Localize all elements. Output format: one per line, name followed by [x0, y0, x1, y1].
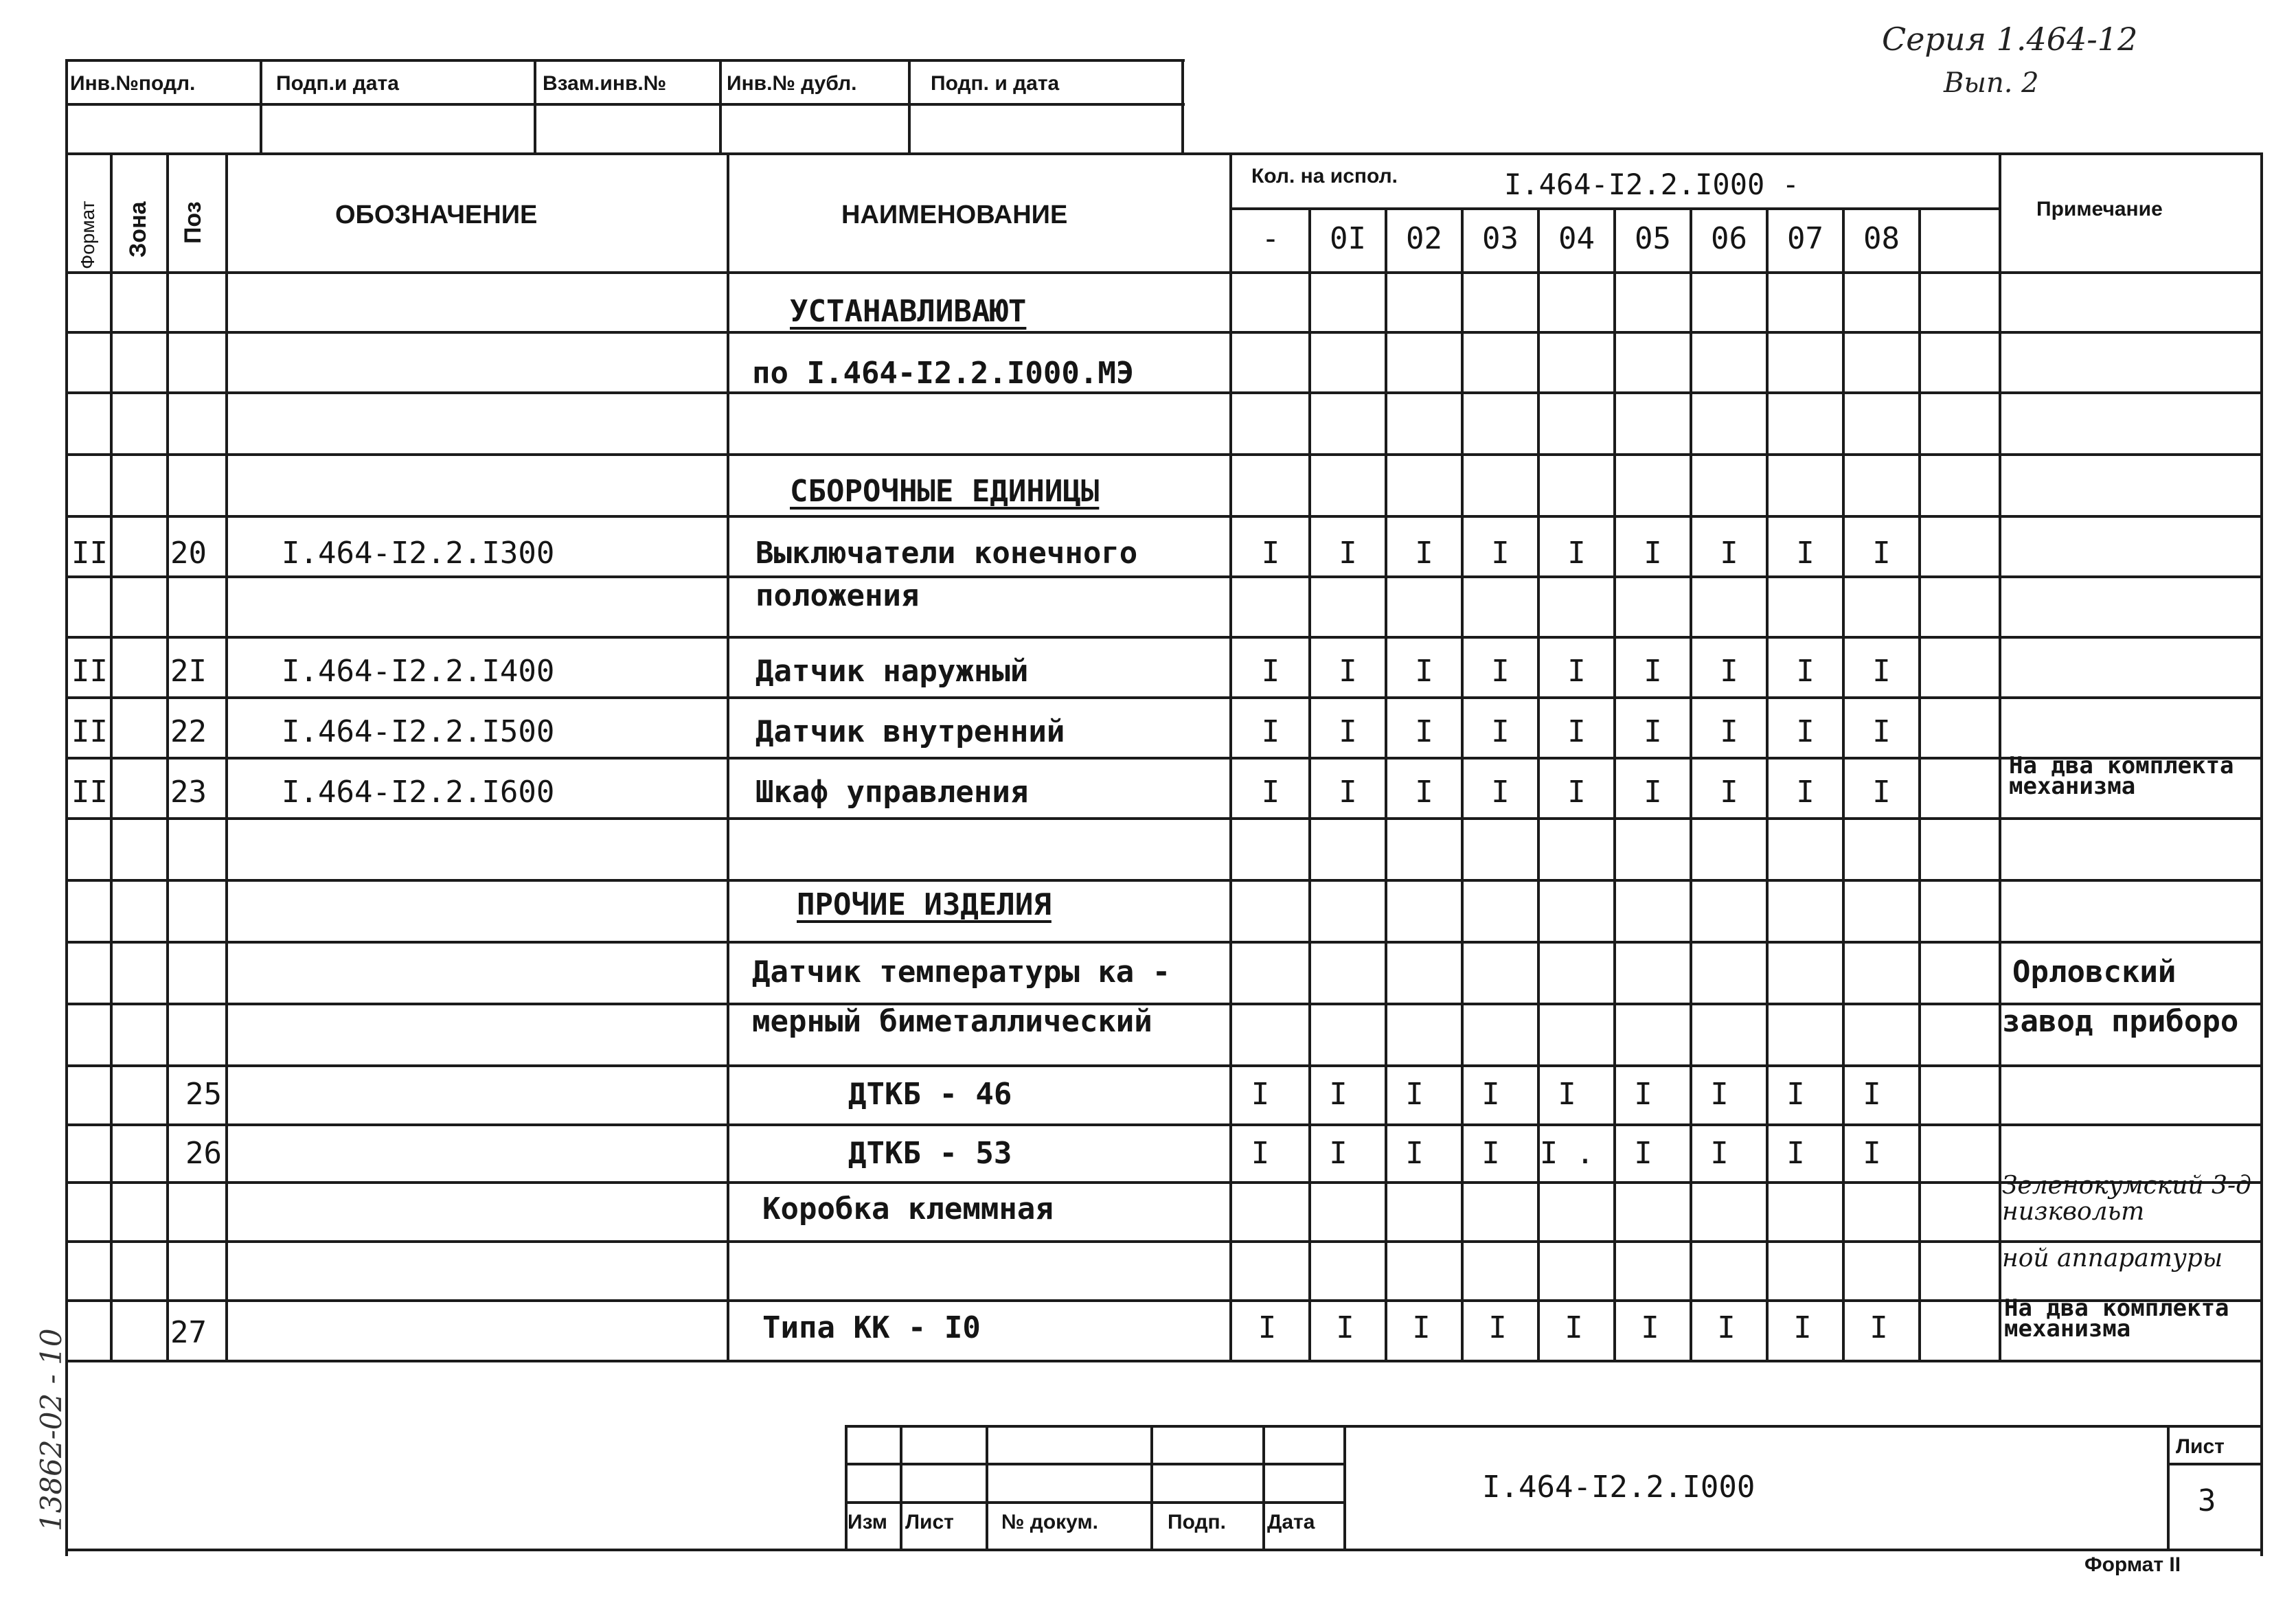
qty-cell: I: [1405, 1136, 1424, 1171]
qty-cell: I: [1339, 775, 1357, 810]
variant-header: -: [1261, 221, 1280, 256]
qty-cell: I: [1720, 536, 1738, 571]
row-name: мерный биметаллический: [752, 1004, 1152, 1039]
header-format: Формат: [77, 201, 98, 269]
stamp-replace-label: Взам.инв.№: [543, 72, 667, 95]
row-note: завод приборо: [2002, 1004, 2239, 1039]
qty-cell: I: [1339, 714, 1357, 749]
row-format: II: [71, 536, 108, 571]
row-name: Шкаф управления: [755, 775, 1029, 810]
row-pos: 2I: [170, 654, 207, 689]
qty-cell: I: [1336, 1310, 1354, 1345]
row-name: Датчик наружный: [755, 654, 1029, 689]
qty-cell: I: [1863, 1136, 1881, 1171]
qty-cell: I: [1641, 1310, 1659, 1345]
qty-cell: I: [1634, 1077, 1652, 1112]
qty-cell: I: [1567, 654, 1586, 689]
series-issue: Вып. 2: [1944, 67, 2039, 99]
variant-header: 05: [1635, 221, 1671, 256]
row-pos: 23: [170, 775, 207, 810]
qty-cell: I: [1567, 775, 1586, 810]
tb-sign: Подп.: [1168, 1511, 1226, 1533]
qty-cell: I: [1491, 536, 1510, 571]
row-designation: I.464-I2.2.I400: [282, 654, 555, 689]
qty-cell: I: [1872, 714, 1891, 749]
qty-cell: I: [1796, 536, 1815, 571]
qty-cell: I: [1720, 654, 1738, 689]
qty-cell: I: [1415, 536, 1433, 571]
row-note: ной аппаратуры: [2002, 1244, 2223, 1272]
tb-doc-no: № докум.: [1001, 1511, 1098, 1533]
row-format: II: [71, 775, 108, 810]
row-name: Датчик внутренний: [755, 714, 1065, 749]
row-pos: 22: [170, 714, 207, 749]
row-designation: I.464-I2.2.I300: [282, 536, 555, 571]
qty-cell: I: [1491, 654, 1510, 689]
header-name: НАИМЕНОВАНИЕ: [841, 201, 1068, 229]
qty-cell: I: [1481, 1077, 1500, 1112]
qty-cell: I: [1634, 1136, 1652, 1171]
qty-cell: I: [1258, 1310, 1277, 1345]
row-name: Датчик температуры ка -: [752, 955, 1171, 990]
qty-cell: I: [1251, 1136, 1270, 1171]
variant-header: 08: [1863, 221, 1900, 256]
qty-cell: I: [1261, 536, 1280, 571]
row-designation: I.464-I2.2.I500: [282, 714, 555, 749]
qty-cell: I: [1872, 775, 1891, 810]
header-zone: Зона: [125, 201, 151, 258]
row-pos: 26: [185, 1136, 222, 1171]
qty-cell: I: [1415, 775, 1433, 810]
row-format: II: [71, 654, 108, 689]
row-name: по I.464-I2.2.I000.МЭ: [752, 356, 1135, 391]
qty-cell: I: [1717, 1310, 1736, 1345]
qty-cell: I: [1339, 536, 1357, 571]
qty-cell: I: [1567, 536, 1586, 571]
row-format: II: [71, 714, 108, 749]
qty-cell: I: [1251, 1077, 1270, 1112]
variant-header: 07: [1787, 221, 1823, 256]
qty-cell: I: [1481, 1136, 1500, 1171]
side-stamp: 13862-02 - 10: [34, 1328, 68, 1531]
row-pos: 20: [170, 536, 207, 571]
row-name: положения: [755, 578, 920, 613]
section-heading: ПРОЧИЕ ИЗДЕЛИЯ: [797, 887, 1052, 922]
qty-cell: I: [1412, 1310, 1431, 1345]
variant-header: 06: [1711, 221, 1747, 256]
stamp-sign-label: Подп.и дата: [276, 72, 399, 95]
header-qty-doc: I.464-I2.2.I000 -: [1504, 168, 1799, 201]
qty-cell: I: [1329, 1136, 1348, 1171]
qty-cell: I: [1261, 714, 1280, 749]
format-label: Формат II: [2084, 1553, 2181, 1576]
qty-cell: I: [1415, 714, 1433, 749]
qty-cell: I: [1565, 1310, 1583, 1345]
variant-header: 03: [1482, 221, 1519, 256]
tb-list: Лист: [905, 1511, 954, 1533]
qty-cell: I: [1796, 654, 1815, 689]
qty-cell: I: [1786, 1136, 1805, 1171]
row-pos: 27: [170, 1315, 207, 1350]
stamp-inv-label: Инв.№подл.: [70, 72, 196, 95]
qty-cell: I: [1710, 1136, 1729, 1171]
qty-cell: I: [1793, 1310, 1812, 1345]
row-name: ДТКБ - 46: [848, 1077, 1012, 1112]
qty-cell: I .: [1539, 1136, 1595, 1171]
qty-cell: I: [1491, 775, 1510, 810]
qty-cell: I: [1261, 654, 1280, 689]
sheet-label: Лист: [2176, 1435, 2225, 1458]
qty-cell: I: [1329, 1077, 1348, 1112]
variant-header: 04: [1558, 221, 1595, 256]
qty-cell: I: [1796, 714, 1815, 749]
qty-cell: I: [1863, 1077, 1881, 1112]
qty-cell: I: [1872, 654, 1891, 689]
series-mark: Серия 1.464-12: [1882, 21, 2138, 58]
row-name: ДТКБ - 53: [848, 1136, 1012, 1171]
stamp-dup-label: Инв.№ дубл.: [727, 72, 857, 95]
qty-cell: I: [1710, 1077, 1729, 1112]
doc-code: I.464-I2.2.I000: [1482, 1470, 1755, 1505]
header-note: Примечание: [2036, 198, 2163, 220]
qty-cell: I: [1720, 714, 1738, 749]
row-note: Зеленокумский 3-д низквольт: [2002, 1172, 2251, 1226]
row-name: Выключатели конечного: [755, 536, 1138, 571]
row-name: Типа КК - I0: [762, 1310, 981, 1345]
variant-header: 0I: [1330, 221, 1366, 256]
qty-cell: I: [1261, 775, 1280, 810]
section-heading: СБОРОЧНЫЕ ЕДИНИЦЫ: [790, 474, 1100, 509]
qty-cell: I: [1491, 714, 1510, 749]
tb-izm: Изм: [848, 1511, 887, 1533]
header-qty-label: Кол. на испол.: [1251, 165, 1398, 187]
tb-date: Дата: [1267, 1511, 1315, 1533]
qty-cell: I: [1872, 536, 1891, 571]
qty-cell: I: [1720, 775, 1738, 810]
qty-cell: I: [1339, 654, 1357, 689]
qty-cell: I: [1558, 1077, 1576, 1112]
qty-cell: I: [1796, 775, 1815, 810]
qty-cell: I: [1786, 1077, 1805, 1112]
qty-cell: I: [1644, 654, 1662, 689]
qty-cell: I: [1567, 714, 1586, 749]
row-note: На два комплекта механизма: [2004, 1294, 2229, 1343]
qty-cell: I: [1488, 1310, 1507, 1345]
row-designation: I.464-I2.2.I600: [282, 775, 555, 810]
qty-cell: I: [1415, 654, 1433, 689]
header-pos: Поз: [180, 201, 206, 244]
sheet-number: 3: [2198, 1483, 2216, 1518]
qty-cell: I: [1644, 714, 1662, 749]
stamp-sign2-label: Подп. и дата: [931, 72, 1060, 95]
row-name: Коробка клеммная: [762, 1191, 1054, 1226]
qty-cell: I: [1644, 775, 1662, 810]
row-note: Орловский: [2012, 955, 2176, 990]
header-designation: ОБОЗНАЧЕНИЕ: [335, 201, 538, 229]
qty-cell: I: [1644, 536, 1662, 571]
row-note: На два комплекта механизма: [2009, 752, 2234, 800]
section-heading: УСТАНАВЛИВАЮТ: [790, 294, 1027, 329]
qty-cell: I: [1405, 1077, 1424, 1112]
variant-header: 02: [1406, 221, 1442, 256]
qty-cell: I: [1869, 1310, 1888, 1345]
row-pos: 25: [185, 1077, 222, 1112]
